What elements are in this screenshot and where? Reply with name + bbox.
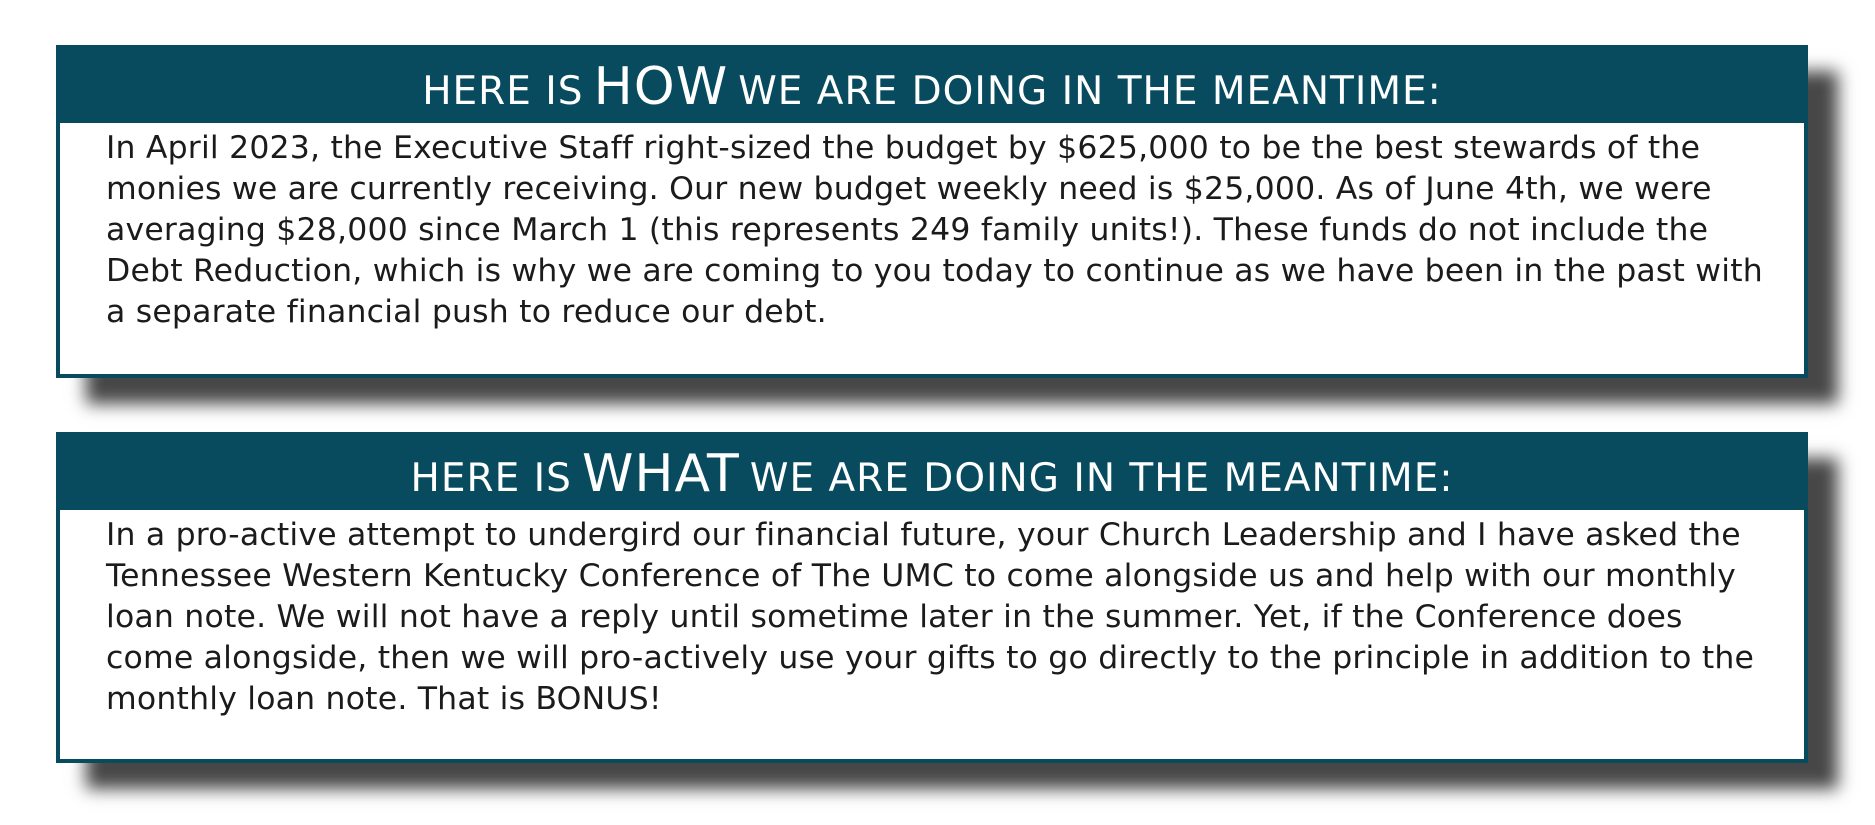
how-section-heading: [56, 45, 1808, 123]
how-section-panel: [56, 45, 1808, 378]
what-heading-suffix: WE ARE DOING IN THE MEANTIME:: [749, 456, 1454, 501]
what-section-panel: [56, 432, 1808, 763]
how-section-text: In April 2023, the Executive Staff right-sized the budget by $625,000 to be the best stewards of the monies we are currently receiving. Our new budget weekly need is $25,000. As of June 4th, we were averaging $28,000 since March 1 (this represents 249 family units!). These funds do not include the Debt Reduction, which is why we are coming to you today to continue as we have been in the past with a separate financial push to reduce our debt.: [106, 130, 1763, 330]
what-section-body: [60, 510, 1804, 720]
how-section-body: [60, 123, 1804, 333]
what-section-text: In a pro-active attempt to undergird our financial future, your Church Leadership and I have asked the Tennessee Western Kentucky Conference of The UMC to come alongside us and help with our monthly loan note. We will not have a reply until sometime later in the summer. Yet, if the Conference does come alongside, then we will pro-actively use your gifts to go directly to the principle in addition to the monthly loan note. That is BONUS!: [106, 517, 1755, 717]
what-heading-prefix: HERE IS: [410, 456, 572, 501]
how-heading-prefix: HERE IS: [422, 69, 584, 114]
what-heading-emphasis: WHAT: [581, 444, 740, 504]
what-section-heading: [56, 432, 1808, 510]
how-heading-suffix: WE ARE DOING IN THE MEANTIME:: [738, 69, 1442, 114]
how-heading-emphasis: HOW: [593, 57, 729, 117]
